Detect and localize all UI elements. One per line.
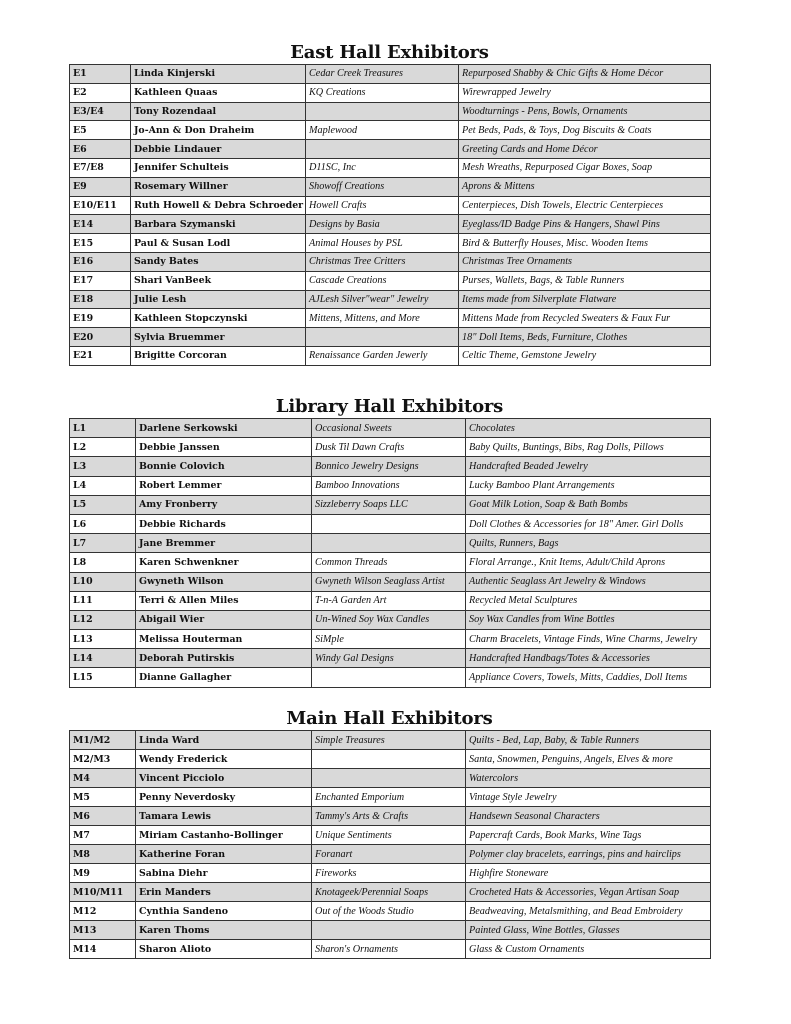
item-description: Chocolates: [466, 419, 711, 438]
table-row: [70, 788, 711, 807]
business-name: [306, 328, 459, 347]
booth-id: E1: [70, 65, 131, 84]
exhibitor-name: Darlene Serkowski: [136, 419, 312, 438]
table-row: [70, 309, 711, 328]
business-name: [306, 102, 459, 121]
item-description: Doll Clothes & Accessories for 18" Amer. Girl Dolls: [466, 514, 711, 533]
item-description: Goat Milk Lotion, Soap & Bath Bombs: [466, 495, 711, 514]
booth-id: E21: [70, 346, 131, 365]
table-row: [70, 215, 711, 234]
item-description: Greeting Cards and Home Décor: [459, 140, 711, 159]
table-row: [70, 921, 711, 940]
table-row: [70, 438, 711, 457]
item-description: Bird & Butterfly Houses, Misc. Wooden Items: [459, 234, 711, 253]
exhibitor-name: Shari VanBeek: [131, 271, 306, 290]
booth-id: M1/M2: [70, 731, 136, 750]
exhibitor-name: Barbara Szymanski: [131, 215, 306, 234]
exhibitor-name: Katherine Foran: [136, 845, 312, 864]
item-description: Mesh Wreaths, Repurposed Cigar Boxes, Soap: [459, 158, 711, 177]
booth-id: M4: [70, 769, 136, 788]
exhibitor-name: Tony Rozendaal: [131, 102, 306, 121]
item-description: Charm Bracelets, Vintage Finds, Wine Charms, Jewelry: [466, 630, 711, 649]
exhibitor-table: [69, 64, 711, 366]
exhibitor-name: Miriam Castanho-Bollinger: [136, 826, 312, 845]
table-row: [70, 177, 711, 196]
booth-id: M7: [70, 826, 136, 845]
business-name: [312, 769, 466, 788]
item-description: Soy Wax Candles from Wine Bottles: [466, 610, 711, 629]
table-row: [70, 196, 711, 215]
item-description: Vintage Style Jewelry: [466, 788, 711, 807]
business-name: T-n-A Garden Art: [312, 591, 466, 610]
exhibitor-name: Sharon Alioto: [136, 940, 312, 959]
exhibitor-name: Brigitte Corcoran: [131, 346, 306, 365]
item-description: Quilts, Runners, Bags: [466, 534, 711, 553]
business-name: Knotageek/Perennial Soaps: [312, 883, 466, 902]
exhibitor-name: Amy Fronberry: [136, 495, 312, 514]
table-row: [70, 476, 711, 495]
item-description: Papercraft Cards, Book Marks, Wine Tags: [466, 826, 711, 845]
business-name: Christmas Tree Critters: [306, 252, 459, 271]
table-row: [70, 140, 711, 159]
business-name: Tammy's Arts & Crafts: [312, 807, 466, 826]
exhibitor-name: Abigail Wier: [136, 610, 312, 629]
booth-id: L6: [70, 514, 136, 533]
booth-id: L15: [70, 668, 136, 687]
business-name: Renaissance Garden Jewerly: [306, 346, 459, 365]
exhibitor-name: Kathleen Quaas: [131, 83, 306, 102]
table-row: [70, 610, 711, 629]
business-name: [312, 921, 466, 940]
item-description: Handsewn Seasonal Characters: [466, 807, 711, 826]
section-title: Library Hall Exhibitors: [275, 396, 504, 417]
exhibitor-name: Deborah Putirskis: [136, 649, 312, 668]
exhibitor-name: Bonnie Colovich: [136, 457, 312, 476]
booth-id: L3: [70, 457, 136, 476]
booth-id: M13: [70, 921, 136, 940]
table-row: [70, 346, 711, 365]
booth-id: E3/E4: [70, 102, 131, 121]
item-description: Celtic Theme, Gemstone Jewelry: [459, 346, 711, 365]
booth-id: L12: [70, 610, 136, 629]
exhibitor-name: Linda Ward: [136, 731, 312, 750]
exhibitor-name: Cynthia Sandeno: [136, 902, 312, 921]
business-name: Sizzleberry Soaps LLC: [312, 495, 466, 514]
table-row: [70, 102, 711, 121]
table-row: [70, 328, 711, 347]
item-description: Appliance Covers, Towels, Mitts, Caddies, Doll Items: [466, 668, 711, 687]
business-name: Cascade Creations: [306, 271, 459, 290]
business-name: Out of the Woods Studio: [312, 902, 466, 921]
item-description: Beadweaving, Metalsmithing, and Bead Embroidery: [466, 902, 711, 921]
business-name: Sharon's Ornaments: [312, 940, 466, 959]
business-name: Unique Sentiments: [312, 826, 466, 845]
table-row: [70, 534, 711, 553]
business-name: Maplewood: [306, 121, 459, 140]
business-name: Occasional Sweets: [312, 419, 466, 438]
exhibitor-name: Karen Schwenkner: [136, 553, 312, 572]
booth-id: E20: [70, 328, 131, 347]
booth-id: L8: [70, 553, 136, 572]
section-title: Main Hall Exhibitors: [286, 708, 493, 729]
item-description: Items made from Silverplate Flatware: [459, 290, 711, 309]
exhibitor-name: Ruth Howell & Debra Schroeder: [131, 196, 306, 215]
booth-id: E19: [70, 309, 131, 328]
business-name: Howell Crafts: [306, 196, 459, 215]
booth-id: E18: [70, 290, 131, 309]
exhibitor-name: Tamara Lewis: [136, 807, 312, 826]
library-hall-section: [69, 396, 710, 688]
table-row: [70, 252, 711, 271]
item-description: Handcrafted Handbags/Totes & Accessories: [466, 649, 711, 668]
item-description: Watercolors: [466, 769, 711, 788]
exhibitor-name: Kathleen Stopczynski: [131, 309, 306, 328]
item-description: Eyeglass/ID Badge Pins & Hangers, Shawl Pins: [459, 215, 711, 234]
table-row: [70, 419, 711, 438]
item-description: Authentic Seaglass Art Jewelry & Windows: [466, 572, 711, 591]
table-row: [70, 457, 711, 476]
booth-id: M2/M3: [70, 750, 136, 769]
business-name: [306, 140, 459, 159]
booth-id: L4: [70, 476, 136, 495]
exhibitor-table: [69, 418, 711, 688]
table-row: [70, 750, 711, 769]
business-name: Showoff Creations: [306, 177, 459, 196]
business-name: D11SC, Inc: [306, 158, 459, 177]
business-name: Simple Treasures: [312, 731, 466, 750]
table-row: [70, 902, 711, 921]
table-row: [70, 158, 711, 177]
booth-id: M12: [70, 902, 136, 921]
exhibitor-name: Julie Lesh: [131, 290, 306, 309]
item-description: Mittens Made from Recycled Sweaters & Faux Fur: [459, 309, 711, 328]
table-row: [70, 883, 711, 902]
east-hall-section: [69, 42, 710, 366]
business-name: [312, 534, 466, 553]
booth-id: E9: [70, 177, 131, 196]
business-name: AJLesh Silver"wear" Jewelry: [306, 290, 459, 309]
section-title: East Hall Exhibitors: [290, 42, 489, 63]
item-description: Pet Beds, Pads, & Toys, Dog Biscuits & Coats: [459, 121, 711, 140]
table-row: [70, 591, 711, 610]
table-row: [70, 83, 711, 102]
booth-id: E2: [70, 83, 131, 102]
table-row: [70, 234, 711, 253]
table-row: [70, 290, 711, 309]
item-description: Glass & Custom Ornaments: [466, 940, 711, 959]
business-name: Windy Gal Designs: [312, 649, 466, 668]
table-row: [70, 668, 711, 687]
booth-id: M10/M11: [70, 883, 136, 902]
business-name: [312, 514, 466, 533]
booth-id: E6: [70, 140, 131, 159]
exhibitor-name: Karen Thoms: [136, 921, 312, 940]
booth-id: E7/E8: [70, 158, 131, 177]
table-row: [70, 495, 711, 514]
exhibitor-name: Dianne Gallagher: [136, 668, 312, 687]
booth-id: E14: [70, 215, 131, 234]
table-row: [70, 731, 711, 750]
booth-id: E16: [70, 252, 131, 271]
business-name: Animal Houses by PSL: [306, 234, 459, 253]
item-description: Lucky Bamboo Plant Arrangements: [466, 476, 711, 495]
table-row: [70, 826, 711, 845]
exhibitor-name: Penny Neverdosky: [136, 788, 312, 807]
booth-id: L11: [70, 591, 136, 610]
table-row: [70, 271, 711, 290]
item-description: Purses, Wallets, Bags, & Table Runners: [459, 271, 711, 290]
table-row: [70, 514, 711, 533]
booth-id: L1: [70, 419, 136, 438]
exhibitor-name: Melissa Houterman: [136, 630, 312, 649]
business-name: SiMple: [312, 630, 466, 649]
booth-id: E15: [70, 234, 131, 253]
business-name: Dusk Til Dawn Crafts: [312, 438, 466, 457]
business-name: Fireworks: [312, 864, 466, 883]
table-row: [70, 572, 711, 591]
item-description: Floral Arrange., Knit Items, Adult/Child Aprons: [466, 553, 711, 572]
booth-id: L2: [70, 438, 136, 457]
business-name: Foranart: [312, 845, 466, 864]
item-description: Polymer clay bracelets, earrings, pins and hairclips: [466, 845, 711, 864]
booth-id: M5: [70, 788, 136, 807]
exhibitor-name: Sandy Bates: [131, 252, 306, 271]
exhibitor-name: Paul & Susan Lodl: [131, 234, 306, 253]
exhibitor-name: Wendy Frederick: [136, 750, 312, 769]
item-description: Wirewrapped Jewelry: [459, 83, 711, 102]
main-hall-section: [69, 708, 710, 959]
item-description: Aprons & Mittens: [459, 177, 711, 196]
item-description: Handcrafted Beaded Jewelry: [466, 457, 711, 476]
exhibitor-name: Erin Manders: [136, 883, 312, 902]
booth-id: M8: [70, 845, 136, 864]
business-name: [312, 750, 466, 769]
table-row: [70, 845, 711, 864]
exhibitor-name: Jennifer Schulteis: [131, 158, 306, 177]
item-description: Christmas Tree Ornaments: [459, 252, 711, 271]
business-name: KQ Creations: [306, 83, 459, 102]
item-description: Repurposed Shabby & Chic Gifts & Home Décor: [459, 65, 711, 84]
booth-id: L13: [70, 630, 136, 649]
business-name: Enchanted Emporium: [312, 788, 466, 807]
exhibitor-name: Vincent Picciolo: [136, 769, 312, 788]
booth-id: L10: [70, 572, 136, 591]
item-description: Highfire Stoneware: [466, 864, 711, 883]
item-description: Recycled Metal Sculptures: [466, 591, 711, 610]
exhibitor-name: Sabina Diehr: [136, 864, 312, 883]
business-name: Cedar Creek Treasures: [306, 65, 459, 84]
business-name: Mittens, Mittens, and More: [306, 309, 459, 328]
business-name: Un-Wined Soy Wax Candles: [312, 610, 466, 629]
exhibitor-name: Robert Lemmer: [136, 476, 312, 495]
booth-id: M6: [70, 807, 136, 826]
business-name: Bamboo Innovations: [312, 476, 466, 495]
exhibitor-name: Jane Bremmer: [136, 534, 312, 553]
table-row: [70, 65, 711, 84]
booth-id: E5: [70, 121, 131, 140]
exhibitor-name: Gwyneth Wilson: [136, 572, 312, 591]
item-description: Woodturnings - Pens, Bowls, Ornaments: [459, 102, 711, 121]
booth-id: E17: [70, 271, 131, 290]
table-row: [70, 769, 711, 788]
booth-id: L7: [70, 534, 136, 553]
item-description: Centerpieces, Dish Towels, Electric Centerpieces: [459, 196, 711, 215]
exhibitor-table: [69, 730, 711, 959]
item-description: 18" Doll Items, Beds, Furniture, Clothes: [459, 328, 711, 347]
table-row: [70, 940, 711, 959]
booth-id: M14: [70, 940, 136, 959]
table-row: [70, 864, 711, 883]
booth-id: L14: [70, 649, 136, 668]
exhibitor-name: Terri & Allen Miles: [136, 591, 312, 610]
exhibitor-name: Debbie Janssen: [136, 438, 312, 457]
business-name: [312, 668, 466, 687]
item-description: Santa, Snowmen, Penguins, Angels, Elves & more: [466, 750, 711, 769]
item-description: Quilts - Bed, Lap, Baby, & Table Runners: [466, 731, 711, 750]
booth-id: E10/E11: [70, 196, 131, 215]
exhibitor-name: Jo-Ann & Don Draheim: [131, 121, 306, 140]
item-description: Crocheted Hats & Accessories, Vegan Artisan Soap: [466, 883, 711, 902]
exhibitor-name: Sylvia Bruemmer: [131, 328, 306, 347]
booth-id: L5: [70, 495, 136, 514]
item-description: Baby Quilts, Buntings, Bibs, Rag Dolls, Pillows: [466, 438, 711, 457]
table-row: [70, 630, 711, 649]
table-row: [70, 121, 711, 140]
exhibitor-name: Debbie Richards: [136, 514, 312, 533]
business-name: Common Threads: [312, 553, 466, 572]
booth-id: M9: [70, 864, 136, 883]
business-name: Designs by Basia: [306, 215, 459, 234]
exhibitor-name: Linda Kinjerski: [131, 65, 306, 84]
business-name: Gwyneth Wilson Seaglass Artist: [312, 572, 466, 591]
exhibitor-name: Debbie Lindauer: [131, 140, 306, 159]
business-name: Bonnico Jewelry Designs: [312, 457, 466, 476]
table-row: [70, 807, 711, 826]
table-row: [70, 649, 711, 668]
item-description: Painted Glass, Wine Bottles, Glasses: [466, 921, 711, 940]
table-row: [70, 553, 711, 572]
exhibitor-name: Rosemary Willner: [131, 177, 306, 196]
